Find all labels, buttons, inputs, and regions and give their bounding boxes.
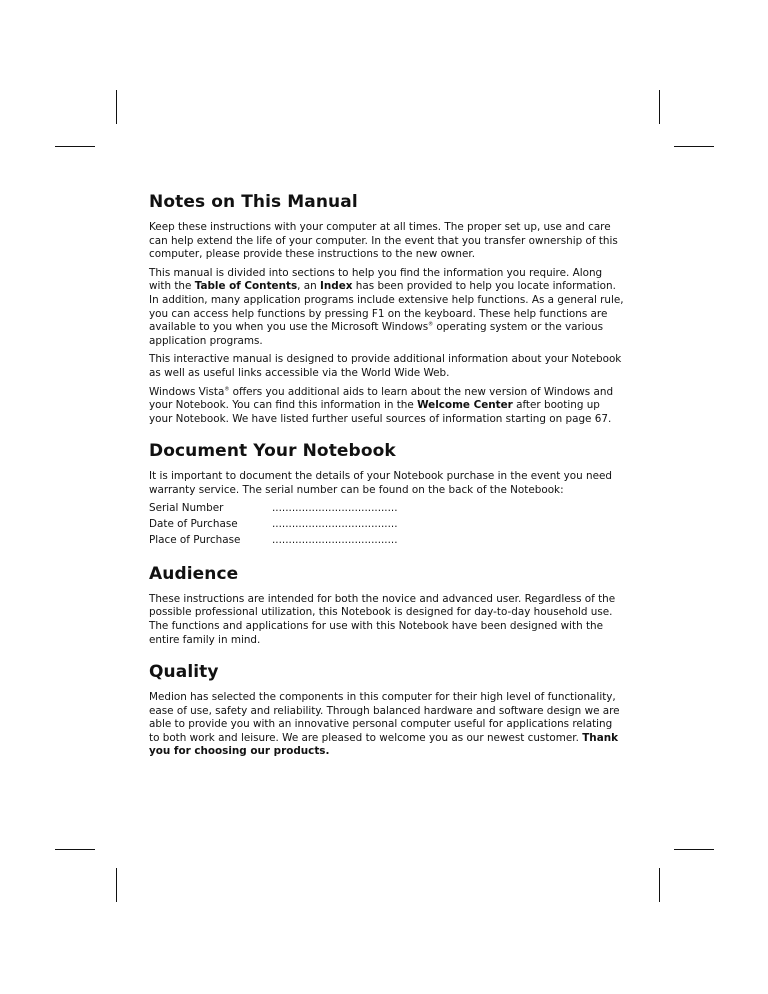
heading-document-notebook: Document Your Notebook <box>149 441 396 462</box>
notes-paragraph-1: Keep these instructions with your computer at all times. The proper set up, use and care can help extend the life of your computer. In the event that you transfer ownership of this computer, please provide these instructions to the new owner. <box>149 221 618 261</box>
heading-audience: Audience <box>149 563 239 584</box>
crop-mark-bottom-right-horizontal <box>674 849 714 850</box>
crop-mark-bottom-left-vertical <box>116 868 117 902</box>
place-of-purchase-row <box>149 532 624 548</box>
audience-paragraph-1: These instructions are intended for both the novice and advanced user. Regardless of the possible professional utilization, this Notebook is designed for day-to-day household use. The functions and applications for use with this Notebook have been designed with the entire family in mind. <box>149 592 616 646</box>
notes-paragraph-2: This manual is divided into sections to help you find the information you require. Along with the Table of Contents, an Index has been provided to help you locate information. In addition, many application programs include extensive help functions. As a general rule, you can access help functions by pressing F1 on the keyboard. These help functions are available to you when you use the Microsoft Windows® operating system or the various application programs. <box>149 266 624 347</box>
crop-mark-top-right-horizontal <box>674 146 714 147</box>
thank-you-text: Thank you for choosing our products. <box>149 731 619 758</box>
notes-paragraph-4: Windows Vista® offers you additional aids to learn about the new version of Windows and your Notebook. You can find this information in the Welcome Center after booting up your Notebook. We have listed further useful sources of information starting on page 67. <box>149 385 614 425</box>
crop-mark-bottom-left-horizontal <box>55 849 95 850</box>
manual-page-content <box>149 192 624 774</box>
heading-quality: Quality <box>149 662 219 683</box>
place-of-purchase-blank: ...................................... <box>272 534 398 547</box>
section-document-notebook <box>149 441 624 548</box>
crop-mark-top-left-vertical <box>116 90 117 124</box>
document-paragraph-1: It is important to document the details of your Notebook purchase in the event you need warranty service. The serial number can be found on the back of the Notebook: <box>149 470 613 496</box>
crop-mark-top-right-vertical <box>659 90 660 124</box>
date-of-purchase-label: Date of Purchase <box>149 517 238 530</box>
table-of-contents-reference: Table of Contents <box>194 280 298 293</box>
serial-number-blank: ...................................... <box>272 501 398 514</box>
crop-mark-top-left-horizontal <box>55 146 95 147</box>
section-quality <box>149 662 624 759</box>
notes-paragraph-3: This interactive manual is designed to provide additional information about your Notebook as well as useful links accessible via the World Wide Web. <box>149 353 622 379</box>
date-of-purchase-blank: ...................................... <box>272 517 398 530</box>
section-audience <box>149 564 624 647</box>
crop-mark-bottom-right-vertical <box>659 868 660 902</box>
heading-notes-on-manual: Notes on This Manual <box>149 192 358 212</box>
serial-number-row <box>149 500 624 516</box>
date-of-purchase-row <box>149 516 624 532</box>
section-notes-on-manual <box>149 192 624 426</box>
index-reference: Index <box>320 280 353 293</box>
quality-paragraph-1: Medion has selected the components in this computer for their high level of functionality, ease of use, safety and reliability. Through balanced hardware and software design we are able to provide you with an innovative personal computer useful for applications relating to both work and leisure. We are pleased to welcome you as our newest customer. Thank you for choosing our products. <box>149 691 620 758</box>
serial-number-label: Serial Number <box>149 501 224 514</box>
welcome-center-reference: Welcome Center <box>417 399 513 412</box>
place-of-purchase-label: Place of Purchase <box>149 534 241 547</box>
